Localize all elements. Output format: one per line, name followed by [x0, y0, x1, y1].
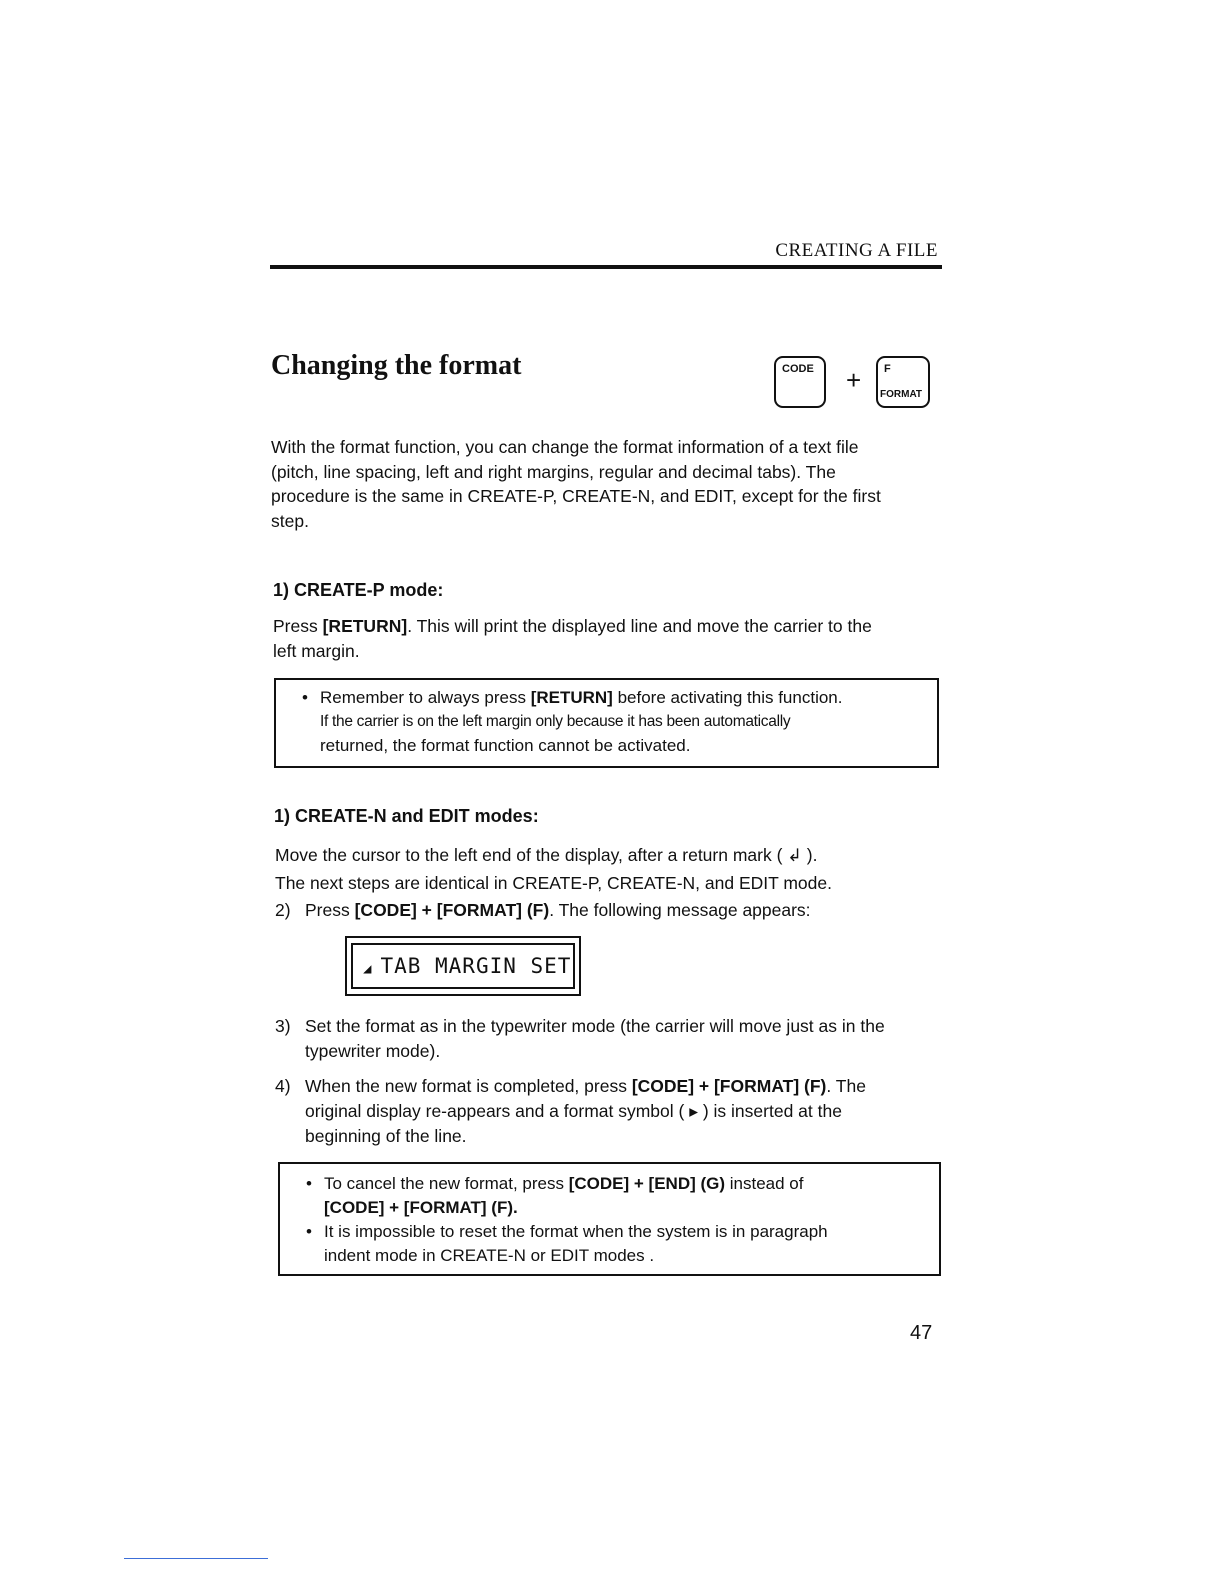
- return-key-ref: [RETURN]: [322, 616, 408, 636]
- note-bullet: • To cancel the new format, press [CODE] + [END] (G) instead of [CODE] + [FORMAT] (F).: [304, 1172, 917, 1220]
- create-n-heading: 1) CREATE-N and EDIT modes:: [274, 806, 539, 826]
- create-p-line: left margin.: [273, 640, 360, 661]
- plus-sign: +: [846, 365, 862, 395]
- key-ref: [CODE] + [END] (G): [568, 1174, 726, 1193]
- step-4: 4) When the new format is completed, press [CODE] + [FORMAT] (F). The original display re-appears and a format symbol ( ▸ ) is inserted at the beginning of the line.: [275, 1074, 941, 1149]
- note-line: returned, the format function cannot be activated.: [320, 736, 691, 755]
- note-bullet: • Remember to always press [RETURN] before activating this function. If the carrier is on the left margin only because it has been automatically returned, the format function cannot be activated.: [300, 686, 927, 758]
- code-key-icon: [774, 356, 826, 408]
- intro-line: With the format function, you can change the format information of a text file: [271, 437, 859, 457]
- code-key-label: CODE: [782, 363, 814, 375]
- format-key-icon: [876, 356, 930, 408]
- step-line: Set the format as in the typewriter mode (the carrier will move just as in the: [305, 1016, 885, 1036]
- create-n-line: Move the cursor to the left end of the display, after a return mark ( ↲ ).: [275, 845, 818, 865]
- note-box-cancel: [278, 1162, 941, 1276]
- create-p-line: Press [RETURN]. This will print the displayed line and move the carrier to the: [273, 616, 872, 636]
- create-p-heading: 1) CREATE-P mode:: [273, 580, 444, 600]
- key-combination: [774, 356, 944, 412]
- note-line: indent mode in CREATE-N or EDIT modes .: [324, 1246, 655, 1265]
- step-2: 2) Press [CODE] + [FORMAT] (F). The following message appears:: [275, 898, 941, 923]
- create-p-paragraph: [273, 614, 938, 663]
- intro-line: procedure is the same in CREATE-P, CREATE-N, and EDIT, except for the first: [271, 486, 881, 506]
- step-3: [275, 1014, 941, 1064]
- page-number: 47: [910, 1322, 933, 1344]
- note-box-return: [274, 678, 939, 768]
- intro-line: (pitch, line spacing, left and right margins, regular and decimal tabs). The: [271, 461, 836, 482]
- step-line: beginning of the line.: [305, 1126, 467, 1146]
- key-ref: [CODE] + [FORMAT] (F): [354, 900, 550, 920]
- step-number: 4): [275, 1076, 291, 1096]
- lcd-screen: [351, 943, 575, 989]
- lcd-message: TAB MARGIN SET: [380, 954, 572, 978]
- key-ref: [CODE] + [FORMAT] (F): [631, 1076, 827, 1096]
- intro-line: step.: [271, 510, 309, 531]
- lcd-display: [345, 936, 581, 996]
- create-n-line: The next steps are identical in CREATE-P, CREATE-N, and EDIT mode.: [275, 873, 832, 893]
- note-line: If the carrier is on the left margin only because it has been automatically: [320, 713, 791, 730]
- return-key-ref: [RETURN]: [530, 688, 613, 707]
- intro-paragraph: [271, 435, 938, 533]
- step-line: original display re-appears and a format symbol ( ▸ ) is inserted at the: [305, 1101, 842, 1121]
- note-bullet: [304, 1220, 917, 1268]
- section-title: Changing the format: [271, 350, 522, 381]
- lcd-tab-icon: ◢: [363, 961, 373, 977]
- header-rule: [270, 265, 942, 269]
- running-header: CREATING A FILE: [775, 240, 938, 261]
- format-key-bottom-label: FORMAT: [880, 389, 923, 400]
- footer-rule: [124, 1558, 268, 1559]
- key-ref: [CODE] + [FORMAT] (F).: [324, 1198, 518, 1217]
- format-key-top-label: F: [884, 363, 891, 375]
- step-number: 3): [275, 1016, 291, 1036]
- create-n-paragraph: [275, 841, 941, 897]
- step-line: typewriter mode).: [305, 1041, 441, 1061]
- step-number: 2): [275, 900, 291, 920]
- note-line: • It is impossible to reset the format when the system is in paragraph: [324, 1222, 828, 1241]
